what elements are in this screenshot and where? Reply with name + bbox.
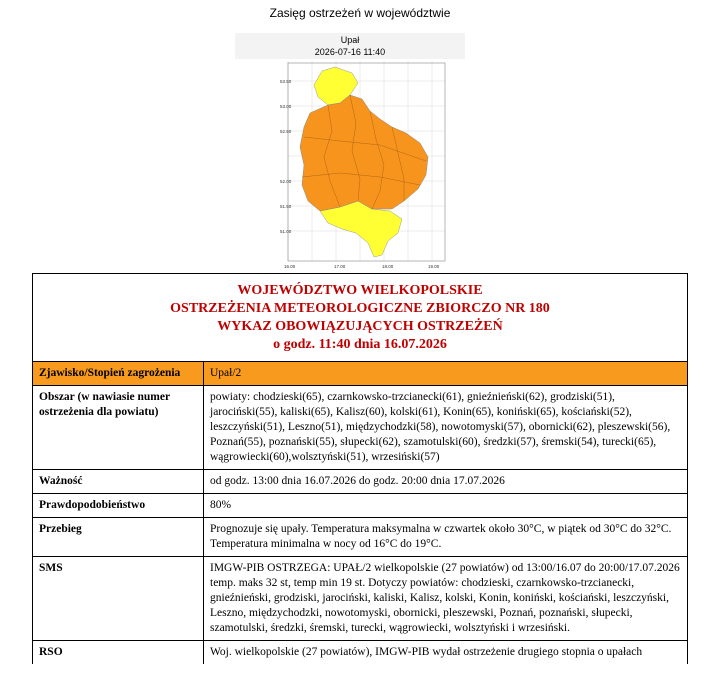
warning-map	[280, 61, 450, 271]
row-label: Ważność	[33, 470, 204, 494]
lon-label: 17.00	[334, 264, 346, 269]
lon-label: 18.00	[382, 264, 394, 269]
map-datetime: 2026-07-16 11:40	[314, 47, 386, 57]
lat-label: 52.00	[280, 179, 292, 184]
table-row	[33, 386, 687, 470]
lat-label: 51.50	[280, 204, 292, 209]
lat-label: 52.50	[280, 129, 292, 134]
map-level1-south	[320, 201, 402, 257]
table-row	[33, 641, 687, 665]
warning-table	[32, 273, 688, 664]
row-value: Woj. wielkopolskie (27 powiatów), IMGW-PIB wydał ostrzeżenie drugiego stopnia o upałach	[210, 646, 643, 658]
header-list-title: WYKAZ OBOWIĄZUJĄCYCH OSTRZEŻEŃ	[217, 319, 503, 334]
lat-label: 53.00	[280, 104, 292, 109]
row-label: RSO	[33, 641, 204, 665]
lat-label: 51.00	[280, 229, 292, 234]
table-row	[33, 494, 687, 518]
row-label: Przebieg	[33, 518, 204, 557]
row-label: SMS	[33, 557, 204, 641]
row-label: Obszar (w nawiasie numer ostrzeżenia dla powiatu)	[33, 386, 204, 470]
lon-label: 16.00	[284, 264, 296, 269]
row-label: Prawdopodobieństwo	[33, 494, 204, 518]
map-level2-area	[300, 95, 428, 211]
row-value: Prognozuje się upały. Temperatura maksymalna w czwartek około 30°C, w piątek od 30°C do 32°C. Temperatura minimalna w nocy od 16°C do 19°C.	[204, 518, 688, 557]
row-value: IMGW-PIB OSTRZEGA: UPAŁ/2 wielkopolskie (27 powiatów) od 13:00/16.07 do 20:00/17.07.2026 temp. maks 32 st, temp min 19 st. Dotyczy powiatów: chodzieski, czarnkowsko-trzcianecki, gnieźnieński, grodziski, jarociński, kaliski, Kalisz, kolski, Konin, koniński, kościański, leszczyński, Leszno, międzychodzki, nowotomyski, obornicki, pleszewski, Poznań, poznański, słupecki, szamotulski, średzki, śremski, turecki, wągrowiecki, wolsztyński i wrzesiński.	[204, 557, 688, 641]
warning-map-svg	[280, 61, 450, 271]
row-value: powiaty: chodzieski(65), czarnkowsko-trzcianecki(61), gnieźnieński(62), grodziski(51), jarociński(55), kaliski(65), Kalisz(60), kolski(61), Konin(65), koniński(65), kościański(52), leszczyński(51), Leszno(51), międzychodzki(58), nowotomyski(57), obornicki(62), pleszewski(56), Poznań(55), poznański(55), słupecki(62), szamotulski(60), średzki(57), śremski(54), turecki(65), wągrowiecki(60),wolsztyński(51), wrzesiński(57)	[204, 386, 688, 470]
lon-label: 19.00	[428, 264, 440, 269]
table-row	[33, 470, 687, 494]
map-phenomenon: Upał	[340, 35, 360, 45]
row-value: od godz. 13:00 dnia 16.07.2026 do godz. 20:00 dnia 17.07.2026	[204, 470, 688, 494]
row-value: Upał/2	[204, 362, 688, 386]
row-value: 80%	[204, 494, 688, 518]
header-bulletin: OSTRZEŻENIA METEOROLOGICZNE ZBIORCZO NR 180	[170, 301, 550, 316]
header-region: WOJEWÓDZTWO WIELKOPOLSKIE	[237, 283, 483, 298]
warning-header	[33, 274, 687, 362]
map-header	[235, 33, 465, 59]
row-label: Zjawisko/Stopień zagrożenia	[33, 362, 204, 386]
header-time: o godz. 11:40 dnia 16.07.2026	[273, 337, 447, 352]
warning-details	[33, 362, 687, 664]
page-title: Zasięg ostrzeżeń w województwie	[269, 6, 451, 20]
lat-label: 53.50	[280, 79, 292, 84]
table-row	[33, 362, 687, 386]
table-row	[33, 557, 687, 641]
table-row	[33, 518, 687, 557]
